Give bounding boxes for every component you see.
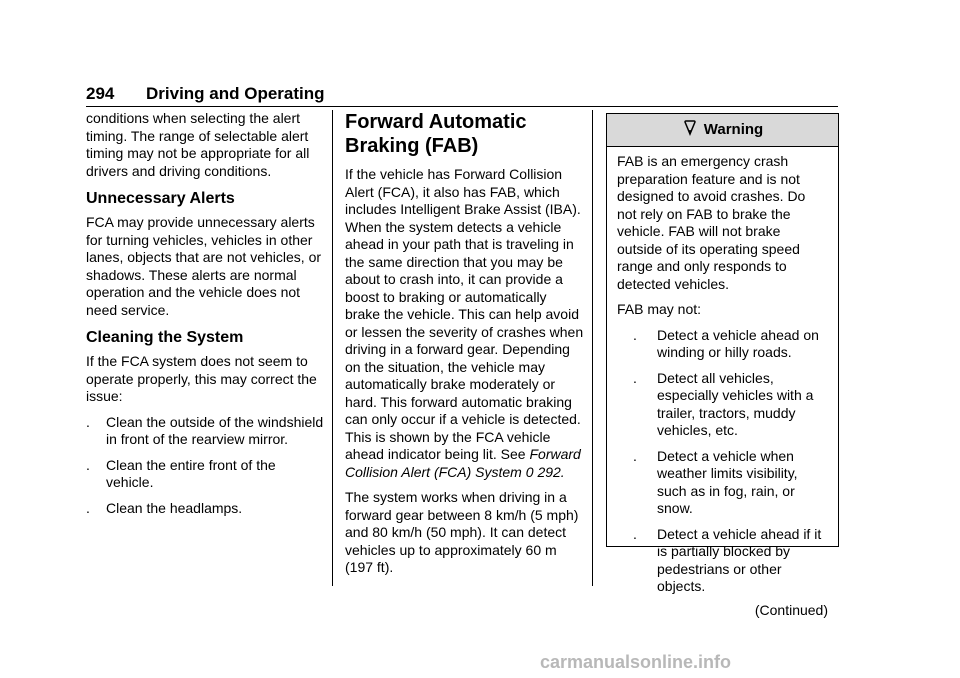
warning-box <box>606 113 839 618</box>
warning-title: Warning <box>703 121 764 139</box>
warning-body <box>607 147 838 619</box>
column-1 <box>86 110 326 525</box>
warning-paragraph-2: FAB may not: <box>617 301 702 317</box>
page-number: 294 <box>86 84 115 103</box>
unnecessary-alerts-paragraph: FCA may provide unnecessary alerts for turning vehicles, vehicles in other lanes, objects that are not vehicles, or shadows. These alerts are normal operation and the vehicle does not need service. <box>86 214 322 318</box>
list-item: . Detect all vehicles, especially vehicles with a trailer, tractors, muddy vehicles, etc. <box>633 369 814 438</box>
list-item: . Detect a vehicle ahead on winding or hilly roads. <box>633 326 819 360</box>
page-arrow-icon: 0 <box>525 463 534 480</box>
continued-label: (Continued) <box>754 601 828 618</box>
cross-reference-link[interactable]: Forward Collision Alert (FCA) System <box>345 446 581 480</box>
bullet-icon: . <box>633 525 637 542</box>
heading-cleaning-system: Cleaning the System <box>86 329 244 346</box>
section-title: Driving and Operating <box>146 84 325 103</box>
watermark: carmanualsonline.info <box>540 652 732 672</box>
bullet-icon: . <box>86 456 90 473</box>
page-header <box>86 84 838 107</box>
bullet-icon: . <box>633 447 637 464</box>
cross-reference-page: 292. <box>537 463 565 480</box>
column-2 <box>345 110 585 585</box>
list-item: . Detect a vehicle ahead if it is partially blocked by pedestrians or other objects. <box>633 525 822 594</box>
fab-paragraph-2: The system works when driving in a forward gear between 8 km/h (5 mph) and 80 km/h (50 mph). It can detect vehicles up to approximately 60 m (197 ft). <box>345 489 579 575</box>
bullet-icon: . <box>633 326 637 343</box>
bullet-icon: . <box>633 369 637 386</box>
list-item: . Clean the entire front of the vehicle. <box>86 456 276 490</box>
list-item: . Clean the headlamps. <box>86 499 243 516</box>
column-divider-2 <box>592 110 593 586</box>
column-divider-1 <box>332 110 333 586</box>
list-item: . Clean the outside of the windshield in front of the rearview mirror. <box>86 413 324 447</box>
bullet-icon: . <box>86 499 90 516</box>
heading-unnecessary-alerts: Unnecessary Alerts <box>86 190 235 207</box>
cleaning-paragraph: If the FCA system does not seem to operate properly, this may correct the issue: <box>86 353 317 404</box>
heading-fab: Forward Automatic Braking (FAB) <box>345 111 527 157</box>
list-item: . Detect a vehicle when weather limits visibility, such as in fog, rain, or snow. <box>633 447 798 516</box>
bullet-icon: . <box>86 413 90 430</box>
warning-triangle-icon <box>682 120 698 141</box>
intro-paragraph: conditions when selecting the alert timing. The range of selectable alert timing may not be appropriate for all drivers and driving conditions. <box>86 110 310 179</box>
warning-paragraph-1: FAB is an emergency crash preparation feature and is not designed to avoid crashes. Do not rely on FAB to brake the vehicle. FAB will not brake outside of its operating speed range and only responds to detected vehicles. <box>617 153 806 292</box>
warning-title-bar <box>607 114 838 147</box>
fab-paragraph-1: If the vehicle has Forward Collision Alert (FCA), it also has FAB, which includes Intelligent Brake Assist (IBA). When the system detects a vehicle ahead in your path that is traveling in the same direction that you may be about to crash into, it can provide a boost to braking or automatically brake the vehicle. This can help avoid or lessen the severity of crashes when driving in a forward gear. Depending on the situation, the vehicle may automatically brake moderately or hard. This forward automatic braking can only occur if a vehicle is detected. This is shown by the FCA vehicle ahead indicator being lit. See Forward Collision Alert (FCA) System 0 292. <box>345 166 584 480</box>
